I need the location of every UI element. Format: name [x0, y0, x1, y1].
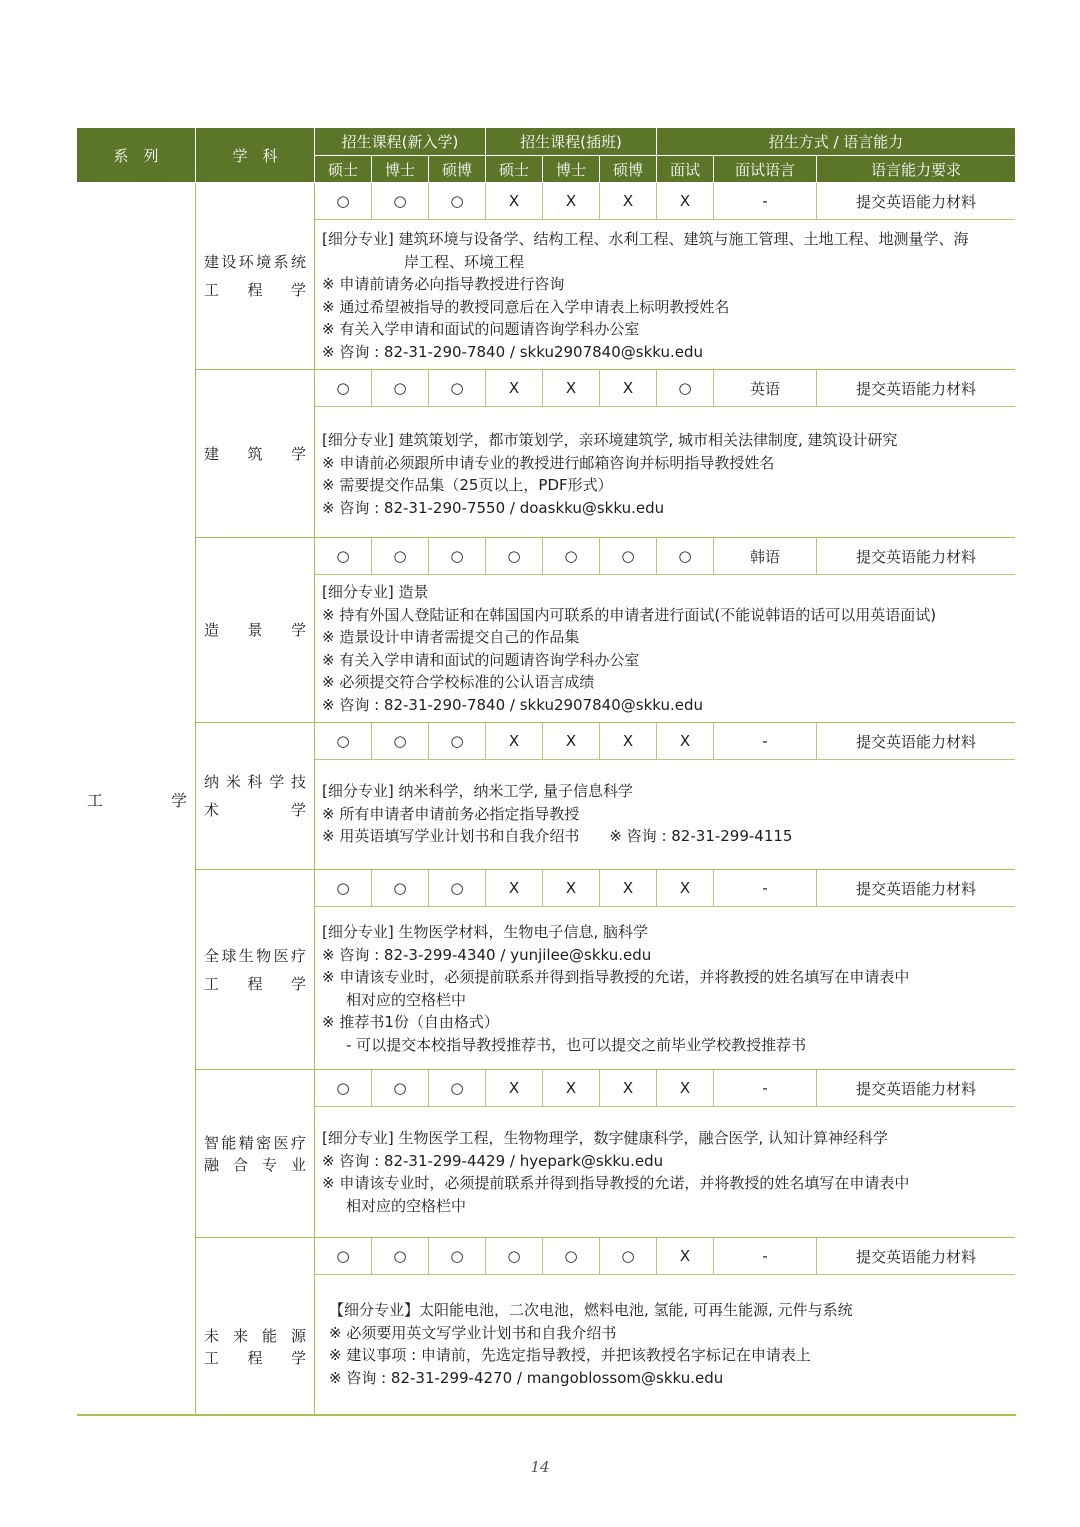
mark-interview: ○	[657, 538, 714, 575]
series-engineering	[77, 183, 196, 1415]
detail-line: ※ 造景设计申请者需提交自己的作品集	[322, 628, 580, 646]
language-requirement: 提交英语能力材料	[817, 1070, 1015, 1107]
major-details	[315, 1275, 1015, 1415]
mark-new-combined: ○	[429, 723, 486, 760]
major-name-line: 智 能 精 密 医 疗	[204, 1133, 306, 1152]
detail-line: ※ 申请前请务必向指导教授进行咨询	[322, 275, 565, 293]
interview-language: -	[714, 1238, 817, 1275]
page-number: 14	[530, 1458, 550, 1476]
detail-line: ※ 所有申请者申请前务必指定指导教授	[322, 804, 580, 823]
mark-new-master: ○	[315, 1070, 372, 1107]
mark-new-combined: ○	[429, 183, 486, 220]
mark-transfer-combined: X	[600, 183, 657, 220]
detail-line: ※ 申请该专业时，必须提前联系并得到指导教授的允诺，并将教授的姓名填写在申请表中	[322, 968, 910, 986]
detail-line: ※ 推荐书1份（自由格式）	[322, 1013, 499, 1031]
mark-new-phd: ○	[372, 723, 429, 760]
new-master-header: 硕士	[315, 156, 372, 183]
transfer-phd-header: 博士	[543, 156, 600, 183]
major-cell	[196, 723, 315, 870]
major-cell	[196, 183, 315, 370]
major-name-line: 全 球 生 物 医 疗	[204, 946, 306, 965]
mark-new-master: ○	[315, 538, 372, 575]
mark-new-master: ○	[315, 723, 372, 760]
language-requirement: 提交英语能力材料	[817, 1238, 1015, 1275]
mark-interview: X	[657, 183, 714, 220]
mark-transfer-combined: X	[600, 1070, 657, 1107]
interview-language-header: 面试语言	[714, 156, 817, 183]
detail-line: [细分专业] 造景	[322, 583, 429, 601]
major-name-line: 建 筑 学	[204, 444, 306, 463]
mark-interview: X	[657, 1070, 714, 1107]
mark-transfer-master: ○	[486, 538, 543, 575]
major-cell	[196, 1070, 315, 1238]
major-name-line: 纳 米 科 学 技	[204, 773, 306, 791]
new-admission-header: 招生课程(新入学)	[315, 128, 486, 156]
major-cell	[196, 538, 315, 723]
major-name-line: 未 来 能 源	[204, 1326, 306, 1345]
mark-new-combined: ○	[429, 870, 486, 907]
detail-line: ※ 必须提交符合学校标准的公认语言成绩	[322, 673, 595, 691]
detail-line: ※ 咨询 : 82-31-299-4270 / mangoblossom@skku.edu	[329, 1368, 724, 1387]
major-name-line: 术 学	[204, 801, 306, 819]
mark-transfer-phd: ○	[543, 538, 600, 575]
new-phd-header: 博士	[372, 156, 429, 183]
mark-new-phd: ○	[372, 370, 429, 407]
detail-line: [细分专业] 生物医学材料，生物电子信息, 脑科学	[322, 923, 649, 941]
major-cell	[196, 370, 315, 538]
mark-interview: X	[657, 1238, 714, 1275]
mark-transfer-combined: ○	[600, 1238, 657, 1275]
detail-line: ※ 建议事项 : 申请前，先选定指导教授，并把该教授名字标记在申请表上	[329, 1346, 811, 1364]
mark-transfer-master: X	[486, 1070, 543, 1107]
new-combined-header: 硕博	[429, 156, 486, 183]
transfer-admission-header: 招生课程(插班)	[486, 128, 657, 156]
mark-new-combined: ○	[429, 1238, 486, 1275]
mark-transfer-phd: X	[543, 870, 600, 907]
transfer-combined-header: 硕博	[600, 156, 657, 183]
mark-new-combined: ○	[429, 538, 486, 575]
mark-new-master: ○	[315, 370, 372, 407]
mark-transfer-combined: X	[600, 870, 657, 907]
detail-line: [细分专业] 纳米科学，纳米工学, 量子信息科学	[322, 782, 634, 800]
mark-transfer-master: ○	[486, 1238, 543, 1275]
mark-transfer-master: X	[486, 723, 543, 760]
mark-new-master: ○	[315, 183, 372, 220]
mark-new-combined: ○	[429, 370, 486, 407]
major-name-line: 造 景 学	[204, 621, 306, 639]
interview-language: 英语	[714, 370, 817, 407]
method-language-header: 招生方式 / 语言能力	[657, 128, 1015, 156]
detail-line: 相对应的空格栏中	[346, 1196, 467, 1215]
series-header: 系 列	[77, 128, 196, 183]
major-cell	[196, 870, 315, 1070]
admissions-table	[77, 128, 1016, 1416]
mark-transfer-combined: X	[600, 370, 657, 407]
detail-line: ※ 有关入学申请和面试的问题请咨询学科办公室	[322, 650, 640, 669]
major-details	[315, 575, 1015, 723]
detail-line: ※ 咨询 : 82-31-290-7550 / doaskku@skku.edu	[322, 498, 665, 517]
detail-line: 【细分专业】太阳能电池，二次电池，燃料电池, 氢能, 可再生能源, 元件与系统	[329, 1301, 853, 1319]
interview-language: -	[714, 183, 817, 220]
interview-language: -	[714, 870, 817, 907]
detail-line: - 可以提交本校指导教授推荐书，也可以提交之前毕业学校教授推荐书	[346, 1035, 807, 1054]
major-details	[315, 220, 1015, 370]
detail-line: ※ 通过希望被指导的教授同意后在入学申请表上标明教授姓名	[322, 297, 730, 316]
detail-line: ※ 申请前必须跟所申请专业的教授进行邮箱咨询并标明指导教授姓名	[322, 453, 775, 472]
mark-new-master: ○	[315, 1238, 372, 1275]
interview-language: -	[714, 723, 817, 760]
mark-transfer-combined: ○	[600, 538, 657, 575]
detail-line: ※ 必须要用英文写学业计划书和自我介绍书	[329, 1323, 617, 1342]
detail-line: ※ 咨询 : 82-31-299-4429 / hyepark@skku.edu	[322, 1151, 664, 1170]
major-name-line: 建 设 环 境 系 统	[204, 253, 306, 271]
transfer-master-header: 硕士	[486, 156, 543, 183]
major-name-line: 融 合 专 业	[204, 1155, 306, 1174]
mark-transfer-phd: X	[543, 183, 600, 220]
major-details	[315, 407, 1015, 538]
mark-interview: X	[657, 870, 714, 907]
detail-line: ※ 咨询 : 82-3-299-4340 / yunjilee@skku.edu	[322, 945, 652, 964]
language-requirement: 提交英语能力材料	[817, 370, 1015, 407]
detail-line: ※ 用英语填写学业计划书和自我介绍书 ※ 咨询 : 82-31-299-4115	[322, 827, 793, 845]
language-requirement: 提交英语能力材料	[817, 538, 1015, 575]
mark-transfer-phd: X	[543, 723, 600, 760]
mark-new-phd: ○	[372, 870, 429, 907]
interview-language: 韩语	[714, 538, 817, 575]
mark-transfer-phd: X	[543, 370, 600, 407]
detail-line: [细分专业] 建筑策划学，都市策划学，亲环境建筑学, 城市相关法律制度, 建筑设计研究	[322, 431, 898, 449]
language-requirement-header: 语言能力要求	[817, 156, 1015, 183]
interview-header: 面试	[657, 156, 714, 183]
series-char-1: 工	[87, 790, 104, 810]
mark-transfer-master: X	[486, 370, 543, 407]
major-details	[315, 907, 1015, 1070]
mark-transfer-phd: ○	[543, 1238, 600, 1275]
detail-line: 相对应的空格栏中	[346, 990, 467, 1009]
major-name-line: 工 程 学	[204, 974, 306, 993]
mark-new-combined: ○	[429, 1070, 486, 1107]
language-requirement: 提交英语能力材料	[817, 870, 1015, 907]
detail-line: ※ 咨询 : 82-31-290-7840 / skku2907840@skku.edu	[322, 342, 704, 361]
mark-new-phd: ○	[372, 538, 429, 575]
mark-new-phd: ○	[372, 1070, 429, 1107]
major-name-line: 工 程 学	[204, 281, 306, 299]
language-requirement: 提交英语能力材料	[817, 183, 1015, 220]
series-char-2: 学	[170, 790, 187, 810]
mark-new-master: ○	[315, 870, 372, 907]
detail-line: ※ 有关入学申请和面试的问题请咨询学科办公室	[322, 320, 640, 338]
mark-interview: X	[657, 723, 714, 760]
detail-line: ※ 需要提交作品集（25页以上，PDF形式）	[322, 476, 613, 494]
major-name-line: 工 程 学	[204, 1348, 306, 1367]
interview-language: -	[714, 1070, 817, 1107]
mark-transfer-master: X	[486, 870, 543, 907]
major-header: 学 科	[196, 128, 315, 183]
detail-line: ※ 咨询 : 82-31-290-7840 / skku2907840@skku.edu	[322, 695, 704, 714]
mark-transfer-combined: X	[600, 723, 657, 760]
mark-interview: ○	[657, 370, 714, 407]
mark-new-phd: ○	[372, 183, 429, 220]
detail-line: [细分专业] 建筑环境与设备学、结构工程、水利工程、建筑与施工管理、土地工程、地测量学、海	[322, 230, 969, 248]
language-requirement: 提交英语能力材料	[817, 723, 1015, 760]
major-details	[315, 760, 1015, 870]
major-cell	[196, 1238, 315, 1415]
detail-line: ※ 持有外国人登陆证和在韩国国内可联系的申请者进行面试(不能说韩语的话可以用英语面试)	[322, 605, 937, 624]
mark-new-phd: ○	[372, 1238, 429, 1275]
detail-line: ※ 申请该专业时，必须提前联系并得到指导教授的允诺，并将教授的姓名填写在申请表中	[322, 1174, 910, 1192]
mark-transfer-master: X	[486, 183, 543, 220]
mark-transfer-phd: X	[543, 1070, 600, 1107]
detail-line: [细分专业] 生物医学工程，生物物理学，数字健康科学，融合医学, 认知计算神经科学	[322, 1129, 889, 1147]
detail-line: 岸工程、环境工程	[404, 252, 525, 271]
major-details	[315, 1107, 1015, 1238]
